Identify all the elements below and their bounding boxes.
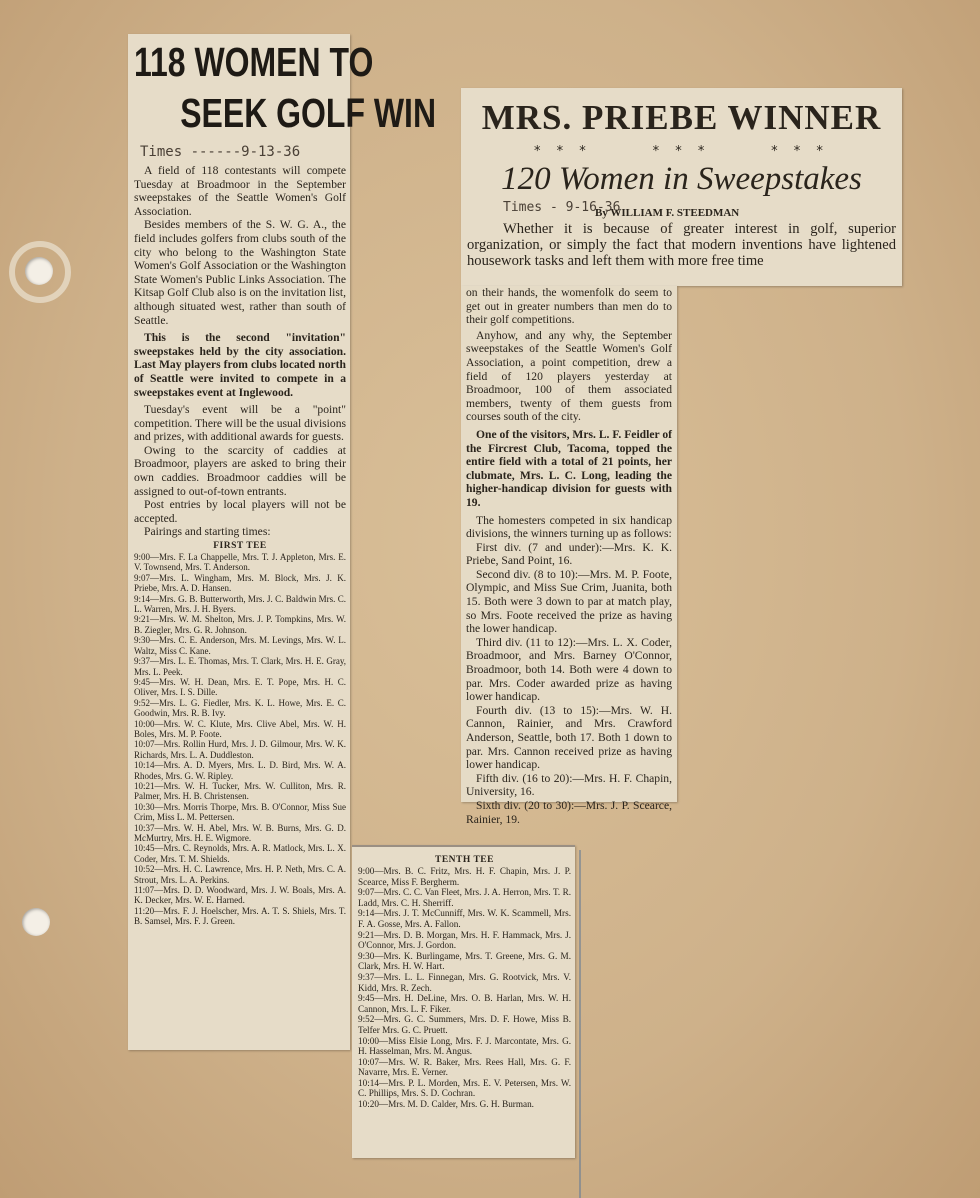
article-priebe-header — [461, 88, 902, 286]
tee-entry: 9:00—Mrs. F. La Chappelle, Mrs. T. J. Appleton, Mrs. E. V. Townsend, Mrs. T. Anderson. — [134, 552, 346, 573]
tee-entry: 10:37—Mrs. W. H. Abel, Mrs. W. B. Burns, Mrs. G. D. McMurtry, Mrs. H. E. Wigmore. — [134, 822, 346, 843]
division-result: Second div. (8 to 10):—Mrs. M. P. Foote, Olympic, and Miss Sue Crim, Juanita, both 15. Both were 3 down to par at match play, so Mrs. Foote received the prize as having the lower handicap. — [466, 567, 672, 636]
binder-hole-top — [25, 257, 53, 285]
bold-paragraph: This is the second "invitation" sweepstakes held by the city association. Last May players from clubs located north of Seattle were invited to compete in a sweepstakes event at Inglewood. — [134, 331, 346, 399]
tee-entry: 10:07—Mrs. Rollin Hurd, Mrs. J. D. Gilmour, Mrs. W. K. Richards, Mrs. L. A. Duddleston. — [134, 739, 346, 760]
tee-entry: 9:37—Mrs. L. E. Thomas, Mrs. T. Clark, Mrs. H. E. Gray, Mrs. L. Peek. — [134, 656, 346, 677]
paragraph: Besides members of the S. W. G. A., the field includes golfers from clubs south of the city who belong to the Washington State Women's Golf Association or the Washington State Women's Public Links Association. The Kitsap Golf Club also is on the invitation list, although situated west, rather than south of Seattle. — [134, 218, 346, 327]
headline-line1: 118 WOMEN TO — [134, 39, 374, 85]
tee-entry: 9:45—Mrs. W. H. Dean, Mrs. E. T. Pope, Mrs. H. C. Oliver, Mrs. I. S. Dille. — [134, 676, 346, 698]
tee-entry: 9:07—Mrs. C. C. Van Fleet, Mrs. J. A. Herron, Mrs. T. R. Ladd, Mrs. C. H. Sherriff. — [358, 887, 571, 908]
byline: By WILLIAM F. STEEDMAN — [595, 207, 740, 219]
headline: MRS. PRIEBE WINNER — [481, 98, 882, 137]
tee-entry: 10:14—Mrs. P. L. Morden, Mrs. E. V. Petersen, Mrs. W. C. Phillips, Mrs. S. D. Cochran. — [358, 1077, 571, 1099]
dateline: Times ------9-13-36 — [140, 144, 301, 160]
subheadline: 120 Women in Sweepstakes — [501, 161, 862, 197]
division-result: Third div. (11 to 12):—Mrs. L. X. Coder, Broadmoor, and Mrs. Barney O'Connor, Broadmoor, both 14. Both were 4 down to par. Mrs. Coder awarded prize as having lower handicap. — [466, 635, 672, 704]
tee-entry: 10:21—Mrs. W. H. Tucker, Mrs. W. Culliton, Mrs. R. Palmer, Mrs. H. B. Christensen. — [134, 780, 346, 802]
tee-entry: 9:14—Mrs. G. B. Butterworth, Mrs. J. C. Baldwin Mrs. C. L. Warren, Mrs. J. H. Byers. — [134, 593, 346, 615]
article-priebe-body — [461, 286, 677, 826]
tee-entry: 9:30—Mrs. K. Burlingame, Mrs. T. Greene, Mrs. G. M. Clark, Mrs. H. W. Hart. — [358, 950, 571, 972]
tee-entry: 10:20—Mrs. M. D. Calder, Mrs. G. H. Burman. — [358, 1099, 534, 1110]
first-tee-heading: FIRST TEE — [213, 541, 267, 552]
division-result: Fifth div. (16 to 20):—Mrs. H. F. Chapin, University, 16. — [466, 771, 672, 799]
tee-entry: 9:52—Mrs. G. C. Summers, Mrs. D. F. Howe, Miss B. Telfer Mrs. G. C. Pruett. — [358, 1014, 571, 1035]
tee-entry: 9:14—Mrs. J. T. McCunniff, Mrs. W. K. Scammell, Mrs. F. A. Gosse, Mrs. A. Fallon. — [358, 908, 571, 929]
paragraph: Post entries by local players will not be accepted. — [134, 498, 346, 525]
tee-entry: 9:21—Mrs. W. M. Shelton, Mrs. J. P. Tompkins, Mrs. W. B. Ziegler, Mrs. G. R. Johnson. — [134, 614, 346, 635]
first-tee-list — [134, 552, 346, 927]
tee-entry: 10:30—Mrs. Morris Thorpe, Mrs. B. O'Connor, Miss Sue Crim, Miss L. M. Pettersen. — [134, 801, 346, 823]
star-divider: * * * * * * * * * — [534, 144, 829, 159]
paragraph: Anyhow, and any why, the September sweepstakes of the Seattle Women's Golf Association, a point competition, drew a field of 120 players yesterday at Broadmoor, 100 of them associated members, twenty of them guests from courses south of the city. — [466, 328, 672, 424]
paragraph: Owing to the scarcity of caddies at Broadmoor, players are asked to bring their own caddies. Broadmoor caddies will be assigned to out-of-town entrants. — [134, 443, 346, 498]
division-result: First div. (7 and under):—Mrs. K. K. Priebe, Sand Point, 16. — [466, 540, 672, 568]
article1-body — [134, 164, 346, 539]
binder-hole-bottom — [22, 908, 50, 936]
tee-entry: 10:52—Mrs. H. C. Lawrence, Mrs. H. P. Neth, Mrs. C. A. Strout, Mrs. L. A. Perkins. — [134, 864, 346, 885]
tee-entry: 9:30—Mrs. C. E. Anderson, Mrs. M. Levings, Mrs. W. L. Waltz, Miss C. Kane. — [134, 635, 346, 656]
paragraph: Pairings and starting times: — [144, 525, 271, 539]
tee-entry: 9:45—Mrs. H. DeLine, Mrs. O. B. Harlan, Mrs. W. H. Cannon, Mrs. L. F. Fiker. — [358, 993, 571, 1014]
tee-entry: 9:00—Mrs. B. C. Fritz, Mrs. H. F. Chapin, Mrs. J. P. Scearce, Miss F. Bergherm. — [358, 866, 571, 887]
tee-entry: 10:00—Miss Elsie Long, Mrs. F. J. Marcontate, Mrs. G. H. Hasselman, Mrs. M. Angus. — [358, 1035, 571, 1057]
tee-entry: 9:52—Mrs. L. G. Fiedler, Mrs. K. L. Howe, Mrs. E. C. Goodwin, Mrs. R. B. Ivy. — [134, 697, 346, 719]
paragraph: A field of 118 contestants will compete Tuesday at Broadmoor in the September sweepstakes of the Seattle Women's Golf Association. — [134, 164, 346, 218]
tee-entry: 11:07—Mrs. D. D. Woodward, Mrs. J. W. Boals, Mrs. A. K. Decker, Mrs. W. E. Harned. — [134, 885, 346, 906]
tee-entry: 10:07—Mrs. W. R. Baker, Mrs. Rees Hall, Mrs. G. F. Navarre, Mrs. E. Verner. — [358, 1056, 571, 1078]
headline-line2: SEEK GOLF WIN — [180, 90, 437, 136]
tenth-tee-list — [358, 866, 571, 1110]
tee-entry: 10:45—Mrs. C. Reynolds, Mrs. A. R. Matlock, Mrs. L. X. Coder, Mrs. T. M. Shields. — [134, 843, 346, 864]
page-edge-line — [579, 850, 581, 1198]
lead-continued: on their hands, the womenfolk do seem to get out in greater numbers than men do to their golf competitions. — [466, 286, 672, 327]
tenth-tee-heading: TENTH TEE — [435, 855, 494, 865]
division-result: Fourth div. (13 to 15):—Mrs. W. H. Cannon, Rainier, and Mrs. Crawford Anderson, Seattle, both 17. Both 1 down to par. Mrs. Cannon received prize as having lower handicap. — [466, 703, 672, 772]
dateline: Times - 9-16-36 — [503, 200, 621, 215]
tee-entry: 9:07—Mrs. L. Wingham, Mrs. M. Block, Mrs. J. K. Priebe, Mrs. A. D. Hansen. — [134, 572, 346, 594]
tee-entry: 10:14—Mrs. A. D. Myers, Mrs. L. D. Bird, Mrs. W. A. Rhodes, Mrs. G. W. Ripley. — [134, 760, 346, 781]
tee-entry: 11:20—Mrs. F. J. Hoelscher, Mrs. A. T. S. Shiels, Mrs. T. B. Samsel, Mrs. F. J. Green. — [134, 905, 346, 927]
article-tenth-tee — [352, 845, 575, 1158]
tee-entry: 9:21—Mrs. D. B. Morgan, Mrs. H. F. Hammack, Mrs. J. O'Connor, Mrs. J. Gordon. — [358, 929, 571, 951]
lead-paragraph: Whether it is because of greater interest in golf, superior organization, or simply the fact that modern inventions have lightened housework tasks and left them with more free time — [467, 221, 896, 269]
paragraph: The homesters competed in six handicap divisions, the winners turning up as follows: — [466, 513, 672, 541]
tee-entry: 9:37—Mrs. L. L. Finnegan, Mrs. G. Rootvick, Mrs. V. Kidd, Mrs. R. Zech. — [358, 971, 571, 993]
bold-paragraph: One of the visitors, Mrs. L. F. Feidler of the Fircrest Club, Tacoma, topped the entire field with a total of 21 points, her clubmate, Mrs. L. C. Long, leading the higher-handicap division for guests with 19. — [466, 427, 672, 509]
article-118-women — [128, 34, 437, 1050]
paragraph: Tuesday's event will be a "point" competition. There will be the usual divisions and prizes, with additional awards for guests. — [134, 403, 346, 444]
division-result: Sixth div. (20 to 30):—Mrs. J. P. Scearce, Rainier, 19. — [466, 798, 672, 826]
tee-entry: 10:00—Mrs. W. C. Klute, Mrs. Clive Abel, Mrs. W. H. Boles, Mrs. M. P. Foote. — [134, 718, 346, 739]
